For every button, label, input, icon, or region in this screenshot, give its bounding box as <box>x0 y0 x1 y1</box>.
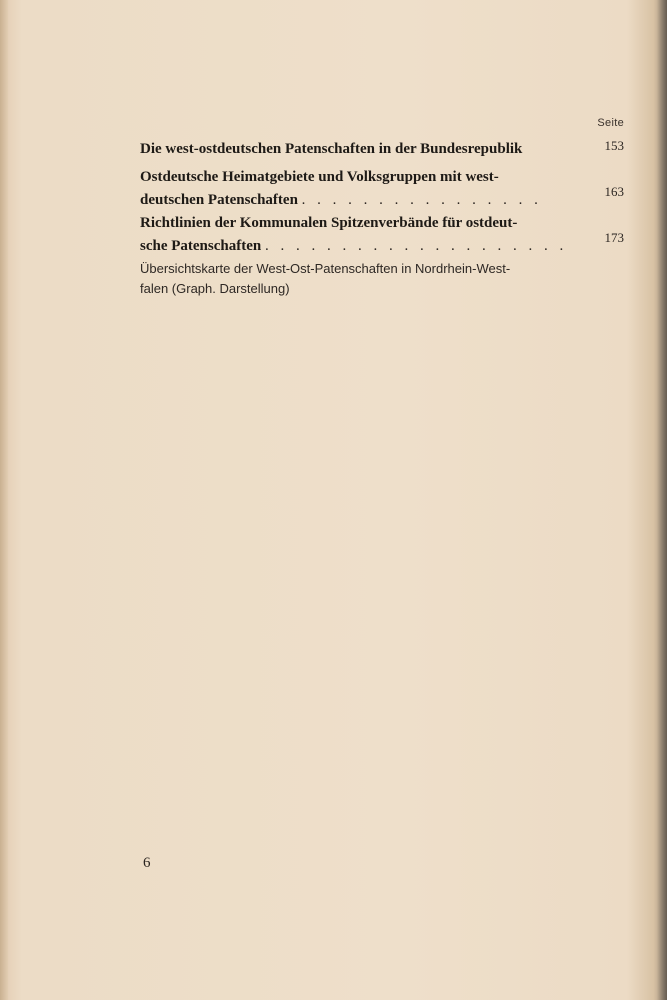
leader-dots: . . . . . . . . . . . . . . . . . . . . <box>264 238 568 254</box>
toc-entry-title-text: sche Patenschaften <box>140 238 262 254</box>
toc-entry-page: 163 <box>604 184 624 199</box>
toc-entry-title: Die west-ostdeutschen Patenschaften in der Bundesrepublik <box>140 141 523 157</box>
toc-entry-title-line-2 <box>140 235 590 258</box>
toc-entry-page: 173 <box>604 230 624 245</box>
toc-entry-title-line-1: Ostdeutsche Heimatgebiete und Volksgruppen mit west- <box>140 169 499 185</box>
toc-subentry-line-2: falen (Graph. Darstellung) <box>140 281 290 296</box>
toc-entry-title-line-1: Richtlinien der Kommunalen Spitzenverbände für ostdeut- <box>140 215 518 231</box>
toc-subentry-line-1: Übersichtskarte der West-Ost-Patenschaften in Nordrhein-West- <box>140 261 511 276</box>
toc-entry-3 <box>140 212 624 258</box>
leader-dots: . . . . . . . . . . . . . . . . <box>301 192 542 208</box>
toc-subentry <box>140 259 590 299</box>
page-column-header: Seite <box>597 117 624 129</box>
toc-entry-2 <box>140 166 624 212</box>
toc-entry-1 <box>140 138 624 161</box>
toc-entry-title-line-2 <box>140 189 590 212</box>
page-number: 6 <box>143 855 151 871</box>
toc-entry-title-text: deutschen Patenschaften <box>140 192 298 208</box>
toc-entry-page: 153 <box>604 138 624 153</box>
